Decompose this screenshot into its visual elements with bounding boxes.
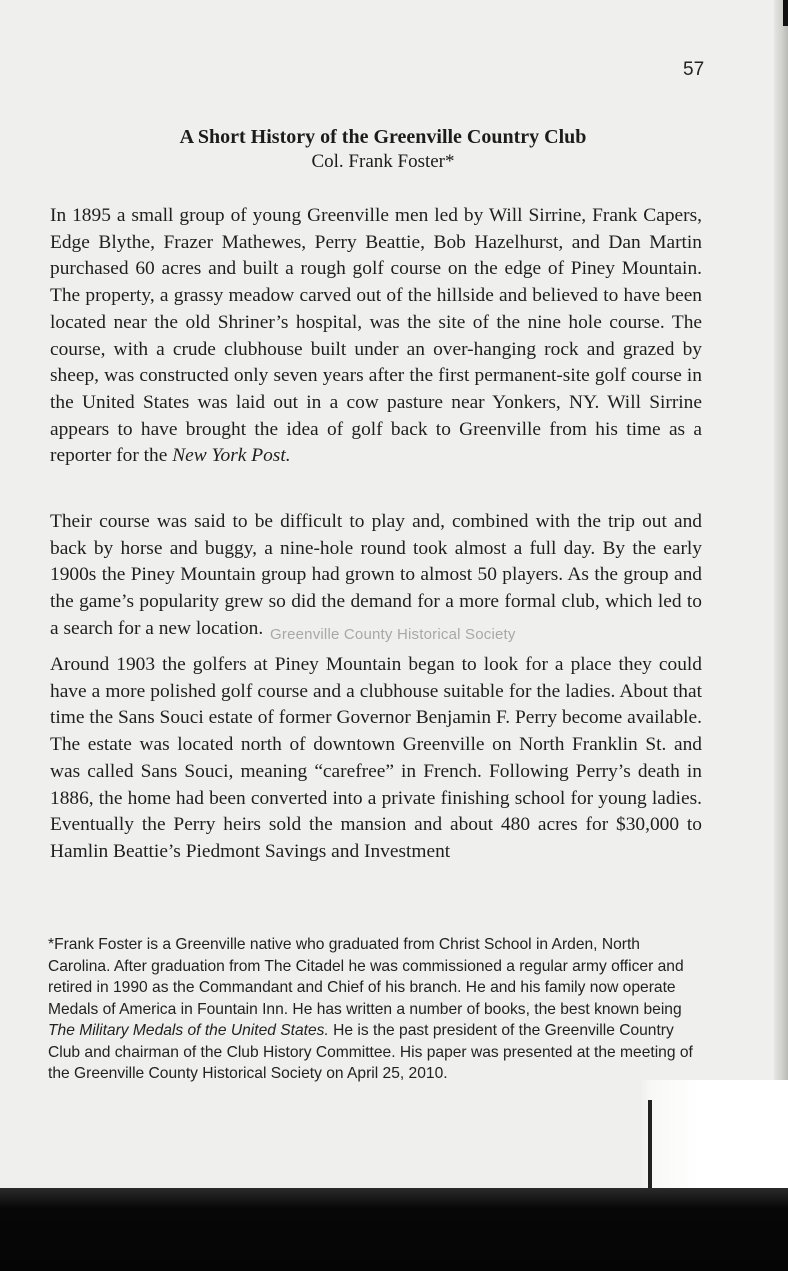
- scan-bottom-shadow: [0, 1188, 788, 1271]
- book-title: The Military Medals of the United States.: [48, 1022, 329, 1039]
- article-author: Col. Frank Foster*: [311, 151, 455, 172]
- page-curl-highlight: [640, 1080, 788, 1190]
- watermark: Greenville County Historical Society: [270, 626, 516, 643]
- page-curl-edge: [648, 1100, 652, 1192]
- newspaper-title: New York Post.: [172, 445, 291, 467]
- paragraph-3: Around 1903 the golfers at Piney Mountain began to look for a place they could have a more polished golf course and a clubhouse suitable for the ladies. About that time the Sans Souci estate of former Governor Benjamin F. Perry become available. The estate was located north of downtown Greenville on North Franklin St. and was called Sans Souci, meaning “carefree” in French. Following Perry’s death in 1886, the home had been converted into a private finishing school for young ladies. Eventually the Perry heirs sold the mansion and about 480 acres for $30,000 to Hamlin Beattie’s Piedmont Savings and Investment: [50, 654, 702, 862]
- paragraph-1-text: In 1895 a small group of young Greenville men led by Will Sirrine, Frank Capers, Edge Blythe, Frazer Mathewes, Perry Beattie, Bob Hazelhurst, and Dan Martin purchased 60 acres and built a rough golf course on the edge of Piney Mountain. The property, a grassy meadow carved out of the hillside and believed to have been located near the old Shriner’s hospital, was the site of the nine hole course. The course, with a crude clubhouse built under an over-hanging rock and grazed by sheep, was constructed only seven years after the first permanent-site golf course in the United States was laid out in a cow pasture near Yonkers, NY. Will Sirrine appears to have brought the idea of golf back to Greenville from his time as a reporter for the: [50, 205, 702, 467]
- footnote-text-a: *Frank Foster is a Greenville native who graduated from Christ School in Arden, North Carolina. After graduation from The Citadel he was commissioned a regular army officer and retired in 1990 as the Commandant and Chief of his branch. He and his family now operate Medals of America in Fountain Inn. He has written a number of books, the best known being: [48, 936, 684, 1018]
- paragraph-2: Their course was said to be difficult to play and, combined with the trip out and back by horse and buggy, a nine-hole round took almost a full day. By the early 1900s the Piney Mountain group had grown to almost 50 players. As the group and the game’s popularity grew so did the demand for a more formal club, which led to a search for a new location.: [50, 511, 702, 639]
- author-footnote: [48, 934, 700, 1085]
- scan-edge-mark: [783, 0, 788, 26]
- article-title: A Short History of the Greenville Country Club: [179, 126, 587, 148]
- footnote-text-b: He is the past president of the Greenville Country Club and chairman of the Club History Committee. His paper was presented at the meeting of the Greenville County Historical Society on April 25, 2010.: [48, 1022, 693, 1082]
- paragraph-1: [50, 203, 702, 470]
- page-number: 57: [683, 59, 705, 80]
